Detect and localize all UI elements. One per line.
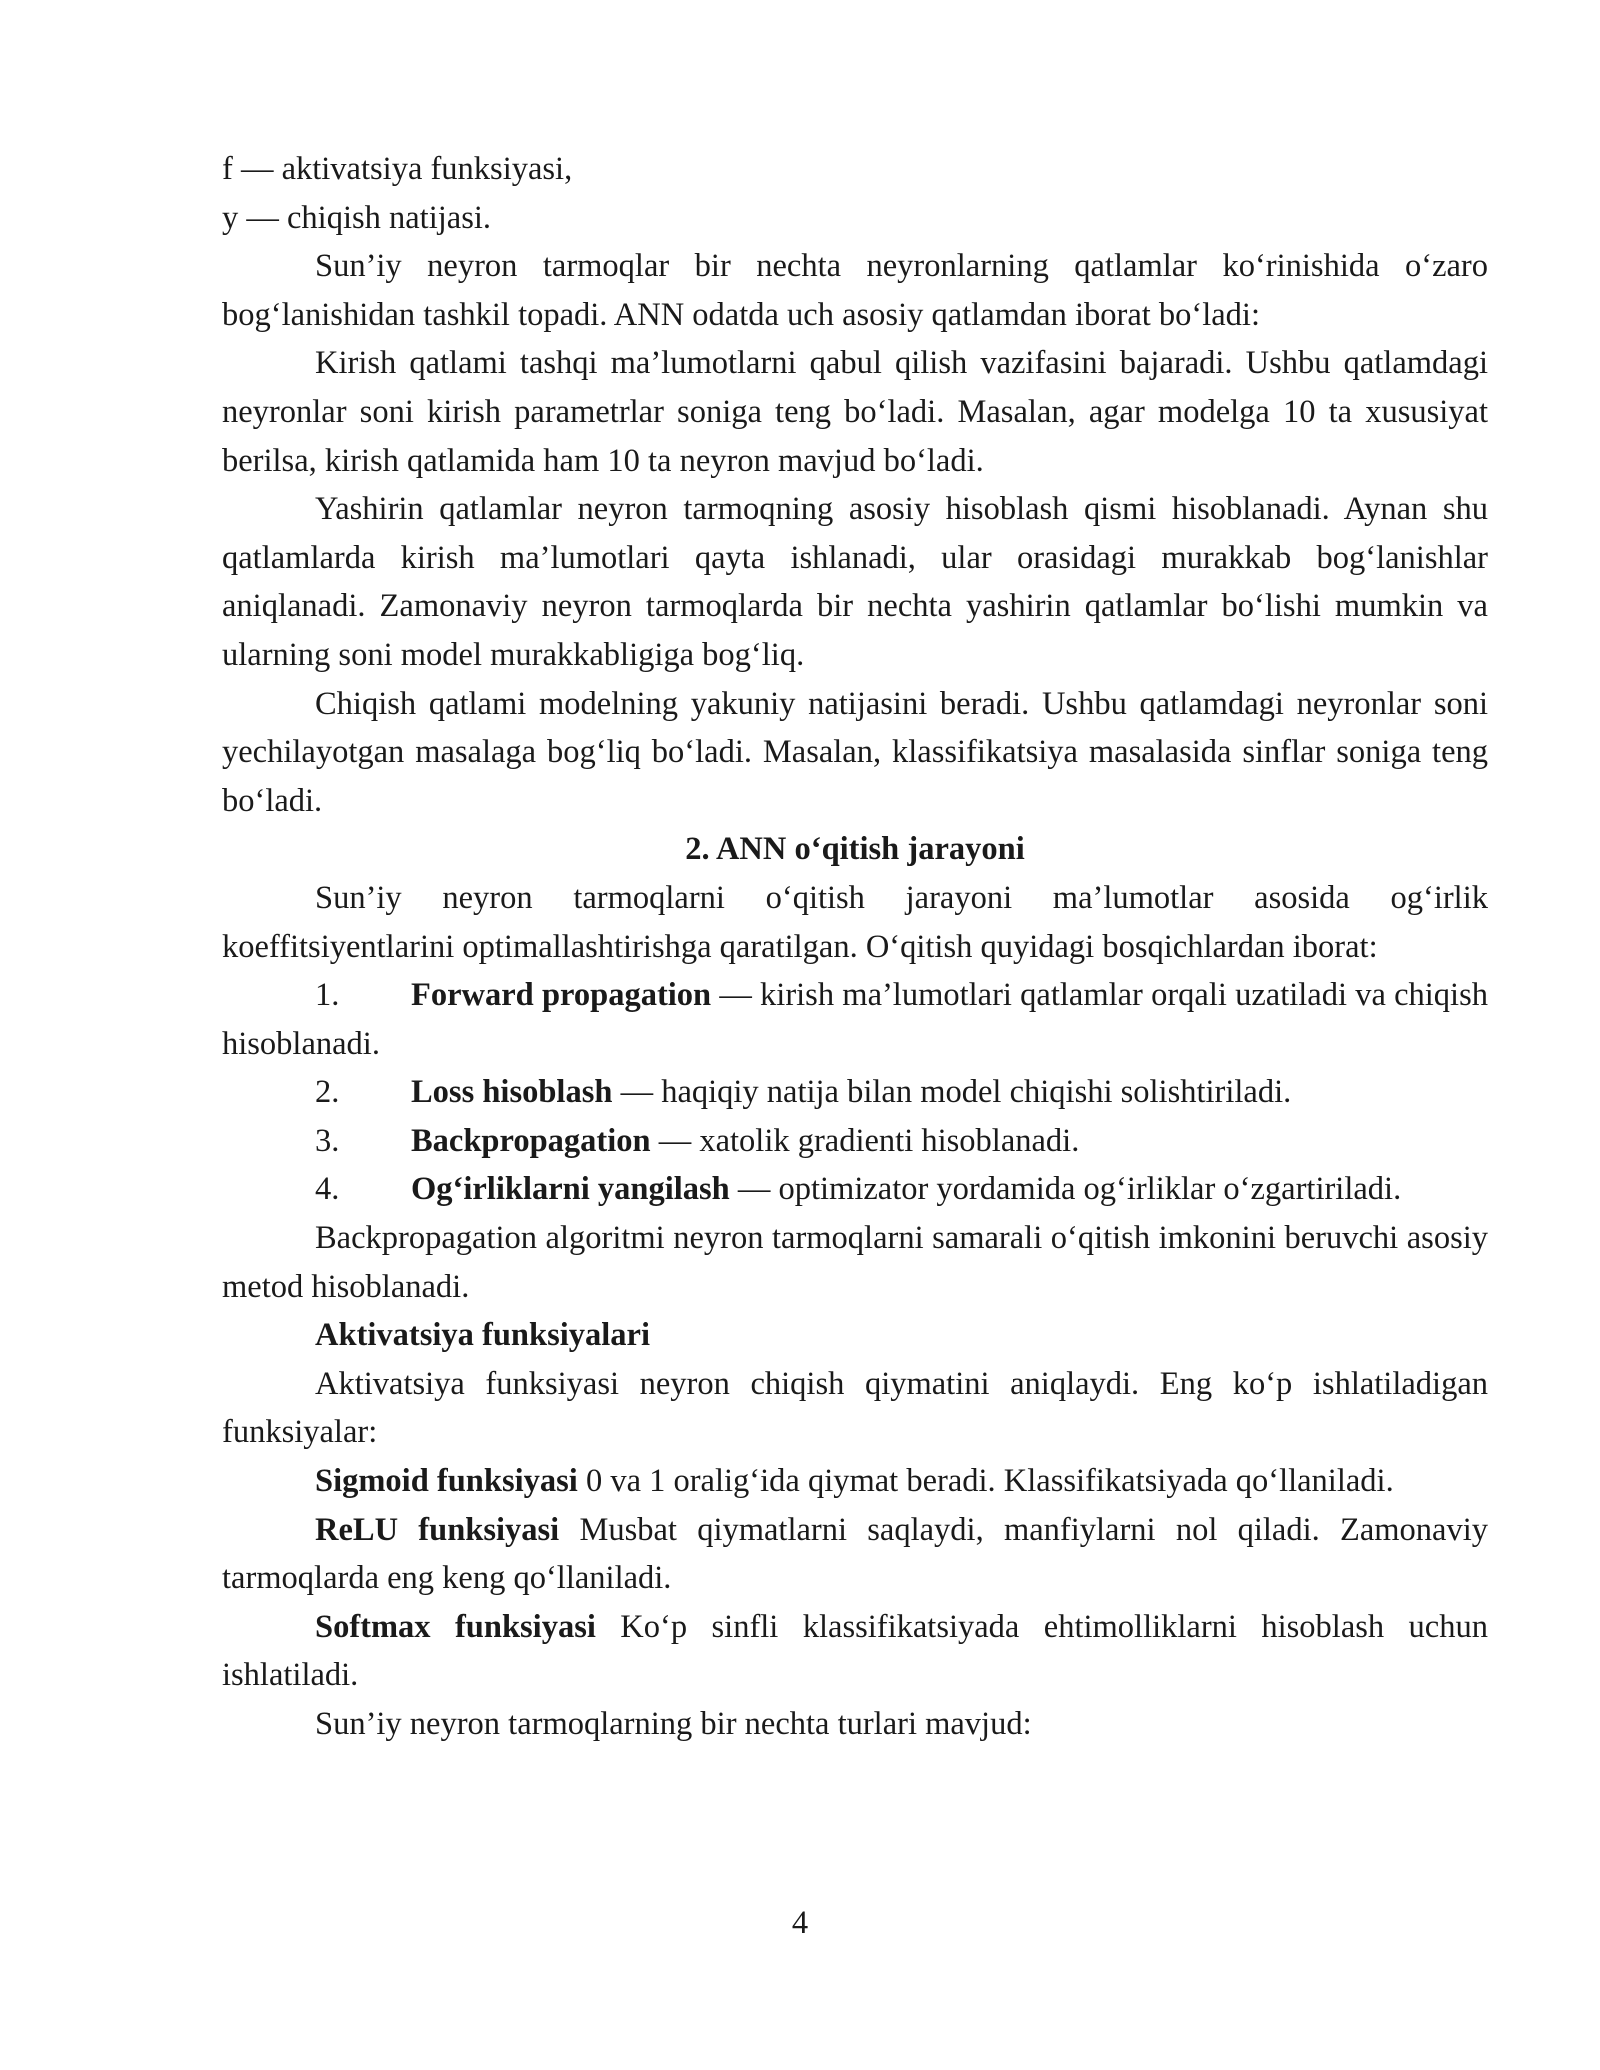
section-heading: 2. ANN o‘qitish jarayoni <box>685 831 1025 868</box>
function-term: Softmax funksiyasi <box>315 1608 596 1645</box>
paragraph: Kirish qatlami tashqi ma’lumotlarni qabul qilish vazifasini bajaradi. Ushbu qatlamdagi neyronlar soni kirish parametrlar soniga teng bo‘ladi. Masalan, agar modelga 10 ta xususiyat berilsa, kirish qatlamida ham 10 ta neyron mavjud bo‘ladi. <box>222 345 1488 479</box>
list-term: Forward propagation <box>411 977 712 1014</box>
list-number: 1. <box>315 977 340 1014</box>
list-item <box>222 1117 1488 1166</box>
list-term: Og‘irliklarni yangilash <box>411 1171 730 1208</box>
function-term: Sigmoid funksiyasi <box>315 1463 578 1500</box>
page-number: 4 <box>791 1905 809 1941</box>
function-term: ReLU funksiyasi <box>315 1511 560 1548</box>
paragraph: Sun’iy neyron tarmoqlarning bir nechta turlari mavjud: <box>315 1706 1032 1742</box>
list-item <box>222 1068 1488 1117</box>
paragraph: Backpropagation algoritmi neyron tarmoqlarni samarali o‘qitish imkonini beruvchi asosiy metod hisoblanadi. <box>222 1220 1488 1305</box>
subsection-heading: Aktivatsiya funksiyalari <box>315 1317 650 1354</box>
list-number: 2. <box>315 1074 340 1111</box>
paragraph: Yashirin qatlamlar neyron tarmoqning asosiy hisoblash qismi hisoblanadi. Aynan shu qatlamlarda kirish ma’lumotlari qayta ishlanadi, ular orasidagi murakkab bog‘lanishlar aniqlanadi. Zamonaviy neyron tarmoqlarda bir nechta yashirin qatlamlar bo‘lishi mumkin va ularning soni model murakkabligiga bog‘liq. <box>222 491 1488 673</box>
paragraph: Sun’iy neyron tarmoqlar bir nechta neyronlarning qatlamlar ko‘rinishida o‘zaro bog‘lanishidan tashkil topadi. ANN odatda uch asosiy qatlamdan iborat bo‘ladi: <box>222 248 1488 333</box>
list-number: 4. <box>315 1171 340 1208</box>
text-line: f — aktivatsiya funksiyasi, <box>222 151 573 187</box>
function-paragraph <box>222 1506 1488 1603</box>
paragraph: Sun’iy neyron tarmoqlarni o‘qitish jarayoni ma’lumotlar asosida og‘irlik koeffitsiyentlarini optimallashtirishga qaratilgan. O‘qitish quyidagi bosqichlardan iborat: <box>222 879 1488 965</box>
list-item <box>222 1165 1488 1214</box>
function-text: 0 va 1 oralig‘ida qiymat beradi. Klassifikatsiyada qo‘llaniladi. <box>577 1463 1394 1500</box>
function-paragraph <box>222 1603 1488 1700</box>
text-line: y — chiqish natijasi. <box>222 199 491 236</box>
paragraph: Aktivatsiya funksiyasi neyron chiqish qiymatini aniqlaydi. Eng ko‘p ishlatiladigan funksiyalar: <box>222 1365 1488 1451</box>
list-term: Loss hisoblash <box>411 1074 613 1111</box>
list-text: — xatolik gradienti hisoblanadi. <box>650 1122 1080 1159</box>
list-text: — optimizator yordamida og‘irliklar o‘zgartiriladi. <box>729 1171 1402 1208</box>
list-text: — haqiqiy natija bilan model chiqishi solishtiriladi. <box>612 1074 1292 1111</box>
function-text: Musbat qiymatlarni saqlaydi, manfiylarni nol qiladi. Zamonaviy tarmoqlarda eng keng qo‘llaniladi. <box>222 1511 1488 1597</box>
function-text: Ko‘p sinfli klassifikatsiyada ehtimolliklarni hisoblash uchun ishlatiladi. <box>222 1608 1488 1694</box>
list-term: Backpropagation <box>411 1122 651 1159</box>
list-text: — kirish ma’lumotlari qatlamlar orqali uzatiladi va chiqish hisoblanadi. <box>222 977 1488 1062</box>
function-paragraph <box>222 1457 1488 1506</box>
document-page <box>222 145 1488 1749</box>
list-number: 3. <box>315 1122 340 1159</box>
paragraph: Chiqish qatlami modelning yakuniy natijasini beradi. Ushbu qatlamdagi neyronlar soni yechilayotgan masalaga bog‘liq bo‘ladi. Masalan, klassifikatsiya masalasida sinflar soniga teng bo‘ladi. <box>222 685 1488 819</box>
list-item <box>222 971 1488 1068</box>
